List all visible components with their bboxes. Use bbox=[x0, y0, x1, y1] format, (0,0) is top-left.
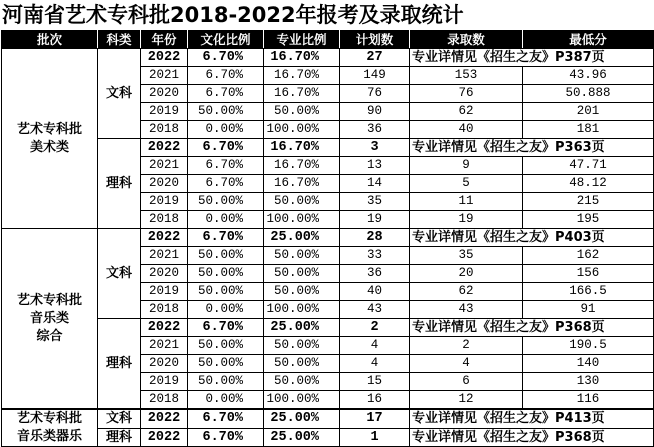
table-row bbox=[2, 139, 654, 157]
plan-count-cell: 16 bbox=[340, 391, 410, 410]
min-score-cell: 91 bbox=[523, 301, 654, 319]
year-cell: 2022 bbox=[141, 229, 188, 247]
culture-ratio-cell: 50.00% bbox=[188, 373, 264, 391]
plan-count-cell: 13 bbox=[340, 157, 410, 175]
plan-count-cell: 15 bbox=[340, 373, 410, 391]
admit-count-cell: 62 bbox=[410, 103, 523, 121]
culture-ratio-cell: 0.00% bbox=[188, 391, 264, 410]
year-cell: 2020 bbox=[141, 265, 188, 283]
major-ratio-cell: 16.70% bbox=[264, 157, 340, 175]
plan-count-cell: 4 bbox=[340, 337, 410, 355]
plan-count-cell: 4 bbox=[340, 355, 410, 373]
year-cell: 2021 bbox=[141, 337, 188, 355]
min-score-cell: 130 bbox=[523, 373, 654, 391]
year-cell: 2019 bbox=[141, 283, 188, 301]
min-score-cell: 47.71 bbox=[523, 157, 654, 175]
batch-cell: 艺术专科批 音乐类 综合 bbox=[2, 229, 98, 410]
major-ratio-cell: 25.00% bbox=[264, 428, 340, 447]
major-ratio-cell: 25.00% bbox=[264, 229, 340, 247]
year-cell: 2019 bbox=[141, 373, 188, 391]
major-ratio-cell: 50.00% bbox=[264, 103, 340, 121]
plan-count-cell: 14 bbox=[340, 175, 410, 193]
page-title: 河南省艺术专科批2018-2022年报考及录取统计 bbox=[2, 3, 464, 27]
min-score-cell: 166.5 bbox=[523, 283, 654, 301]
plan-count-cell: 28 bbox=[340, 229, 410, 247]
plan-count-cell: 2 bbox=[340, 319, 410, 337]
plan-count-cell: 36 bbox=[340, 121, 410, 139]
year-cell: 2021 bbox=[141, 247, 188, 265]
major-ratio-cell: 16.70% bbox=[264, 67, 340, 85]
year-cell: 2022 bbox=[141, 49, 188, 67]
major-ratio-cell: 16.70% bbox=[264, 139, 340, 157]
admit-count-cell: 5 bbox=[410, 175, 523, 193]
plan-count-cell: 3 bbox=[340, 139, 410, 157]
year-cell: 2021 bbox=[141, 67, 188, 85]
note-cell: 专业详情见《招生之友》P387页 bbox=[410, 49, 654, 67]
min-score-cell: 116 bbox=[523, 391, 654, 410]
plan-count-cell: 149 bbox=[340, 67, 410, 85]
header-cell: 最低分 bbox=[523, 31, 654, 49]
year-cell: 2020 bbox=[141, 85, 188, 103]
subject-cell: 文科 bbox=[98, 229, 141, 319]
plan-count-cell: 90 bbox=[340, 103, 410, 121]
header-cell: 录取数 bbox=[410, 31, 523, 49]
min-score-cell: 181 bbox=[523, 121, 654, 139]
table-body bbox=[2, 31, 654, 447]
culture-ratio-cell: 50.00% bbox=[188, 193, 264, 211]
admit-count-cell: 12 bbox=[410, 391, 523, 410]
plan-count-cell: 76 bbox=[340, 85, 410, 103]
admit-count-cell: 6 bbox=[410, 373, 523, 391]
plan-count-cell: 40 bbox=[340, 283, 410, 301]
header-cell: 专业比例 bbox=[264, 31, 340, 49]
subject-cell: 文科 bbox=[98, 49, 141, 139]
admit-count-cell: 20 bbox=[410, 265, 523, 283]
plan-count-cell: 27 bbox=[340, 49, 410, 67]
note-cell: 专业详情见《招生之友》P368页 bbox=[410, 428, 654, 447]
batch-cell: 艺术专科批 美术类 bbox=[2, 49, 98, 229]
admit-count-cell: 4 bbox=[410, 355, 523, 373]
header-cell: 科类 bbox=[98, 31, 141, 49]
major-ratio-cell: 25.00% bbox=[264, 409, 340, 428]
header-cell: 计划数 bbox=[340, 31, 410, 49]
year-cell: 2022 bbox=[141, 428, 188, 447]
min-score-cell: 162 bbox=[523, 247, 654, 265]
header-cell: 文化比例 bbox=[188, 31, 264, 49]
min-score-cell: 48.12 bbox=[523, 175, 654, 193]
major-ratio-cell: 16.70% bbox=[264, 175, 340, 193]
year-cell: 2019 bbox=[141, 193, 188, 211]
min-score-cell: 43.96 bbox=[523, 67, 654, 85]
plan-count-cell: 19 bbox=[340, 211, 410, 229]
year-cell: 2019 bbox=[141, 103, 188, 121]
year-cell: 2020 bbox=[141, 175, 188, 193]
year-cell: 2018 bbox=[141, 211, 188, 229]
year-cell: 2018 bbox=[141, 391, 188, 410]
culture-ratio-cell: 6.70% bbox=[188, 67, 264, 85]
note-cell: 专业详情见《招生之友》P368页 bbox=[410, 319, 654, 337]
culture-ratio-cell: 6.70% bbox=[188, 157, 264, 175]
culture-ratio-cell: 6.70% bbox=[188, 428, 264, 447]
admit-count-cell: 153 bbox=[410, 67, 523, 85]
major-ratio-cell: 50.00% bbox=[264, 355, 340, 373]
major-ratio-cell: 100.00% bbox=[264, 301, 340, 319]
culture-ratio-cell: 0.00% bbox=[188, 211, 264, 229]
min-score-cell: 195 bbox=[523, 211, 654, 229]
plan-count-cell: 17 bbox=[340, 409, 410, 428]
major-ratio-cell: 100.00% bbox=[264, 391, 340, 410]
min-score-cell: 201 bbox=[523, 103, 654, 121]
culture-ratio-cell: 50.00% bbox=[188, 355, 264, 373]
major-ratio-cell: 100.00% bbox=[264, 211, 340, 229]
table-row bbox=[2, 428, 654, 447]
plan-count-cell: 35 bbox=[340, 193, 410, 211]
culture-ratio-cell: 6.70% bbox=[188, 319, 264, 337]
admit-count-cell: 43 bbox=[410, 301, 523, 319]
subject-cell: 理科 bbox=[98, 139, 141, 229]
subject-cell: 理科 bbox=[98, 428, 141, 447]
major-ratio-cell: 50.00% bbox=[264, 265, 340, 283]
year-cell: 2022 bbox=[141, 319, 188, 337]
culture-ratio-cell: 6.70% bbox=[188, 175, 264, 193]
admit-count-cell: 40 bbox=[410, 121, 523, 139]
subject-cell: 理科 bbox=[98, 319, 141, 410]
culture-ratio-cell: 50.00% bbox=[188, 283, 264, 301]
major-ratio-cell: 16.70% bbox=[264, 85, 340, 103]
year-cell: 2022 bbox=[141, 409, 188, 428]
admit-count-cell: 11 bbox=[410, 193, 523, 211]
min-score-cell: 190.5 bbox=[523, 337, 654, 355]
header-cell: 批次 bbox=[2, 31, 98, 49]
major-ratio-cell: 50.00% bbox=[264, 247, 340, 265]
culture-ratio-cell: 50.00% bbox=[188, 247, 264, 265]
culture-ratio-cell: 6.70% bbox=[188, 49, 264, 67]
year-cell: 2018 bbox=[141, 121, 188, 139]
admit-count-cell: 9 bbox=[410, 157, 523, 175]
major-ratio-cell: 50.00% bbox=[264, 337, 340, 355]
min-score-cell: 156 bbox=[523, 265, 654, 283]
culture-ratio-cell: 6.70% bbox=[188, 229, 264, 247]
year-cell: 2021 bbox=[141, 157, 188, 175]
culture-ratio-cell: 6.70% bbox=[188, 139, 264, 157]
table-header-row bbox=[2, 31, 654, 49]
admit-count-cell: 19 bbox=[410, 211, 523, 229]
plan-count-cell: 36 bbox=[340, 265, 410, 283]
major-ratio-cell: 50.00% bbox=[264, 283, 340, 301]
culture-ratio-cell: 6.70% bbox=[188, 85, 264, 103]
year-cell: 2020 bbox=[141, 355, 188, 373]
major-ratio-cell: 100.00% bbox=[264, 121, 340, 139]
plan-count-cell: 43 bbox=[340, 301, 410, 319]
culture-ratio-cell: 50.00% bbox=[188, 265, 264, 283]
min-score-cell: 140 bbox=[523, 355, 654, 373]
stats-table bbox=[1, 30, 654, 447]
major-ratio-cell: 50.00% bbox=[264, 193, 340, 211]
min-score-cell: 50.888 bbox=[523, 85, 654, 103]
culture-ratio-cell: 50.00% bbox=[188, 337, 264, 355]
culture-ratio-cell: 6.70% bbox=[188, 409, 264, 428]
admit-count-cell: 76 bbox=[410, 85, 523, 103]
major-ratio-cell: 25.00% bbox=[264, 319, 340, 337]
admit-count-cell: 35 bbox=[410, 247, 523, 265]
note-cell: 专业详情见《招生之友》P363页 bbox=[410, 139, 654, 157]
culture-ratio-cell: 50.00% bbox=[188, 103, 264, 121]
plan-count-cell: 1 bbox=[340, 428, 410, 447]
min-score-cell: 215 bbox=[523, 193, 654, 211]
major-ratio-cell: 50.00% bbox=[264, 373, 340, 391]
batch-cell: 艺术专科批 音乐类器乐 bbox=[2, 409, 98, 447]
plan-count-cell: 33 bbox=[340, 247, 410, 265]
year-cell: 2018 bbox=[141, 301, 188, 319]
table-row bbox=[2, 319, 654, 337]
table-row bbox=[2, 409, 654, 428]
subject-cell: 文科 bbox=[98, 409, 141, 428]
major-ratio-cell: 16.70% bbox=[264, 49, 340, 67]
header-cell: 年份 bbox=[141, 31, 188, 49]
admit-count-cell: 62 bbox=[410, 283, 523, 301]
note-cell: 专业详情见《招生之友》P413页 bbox=[410, 409, 654, 428]
year-cell: 2022 bbox=[141, 139, 188, 157]
culture-ratio-cell: 0.00% bbox=[188, 301, 264, 319]
culture-ratio-cell: 0.00% bbox=[188, 121, 264, 139]
note-cell: 专业详情见《招生之友》P403页 bbox=[410, 229, 654, 247]
table-row bbox=[2, 49, 654, 67]
table-row bbox=[2, 229, 654, 247]
admit-count-cell: 2 bbox=[410, 337, 523, 355]
